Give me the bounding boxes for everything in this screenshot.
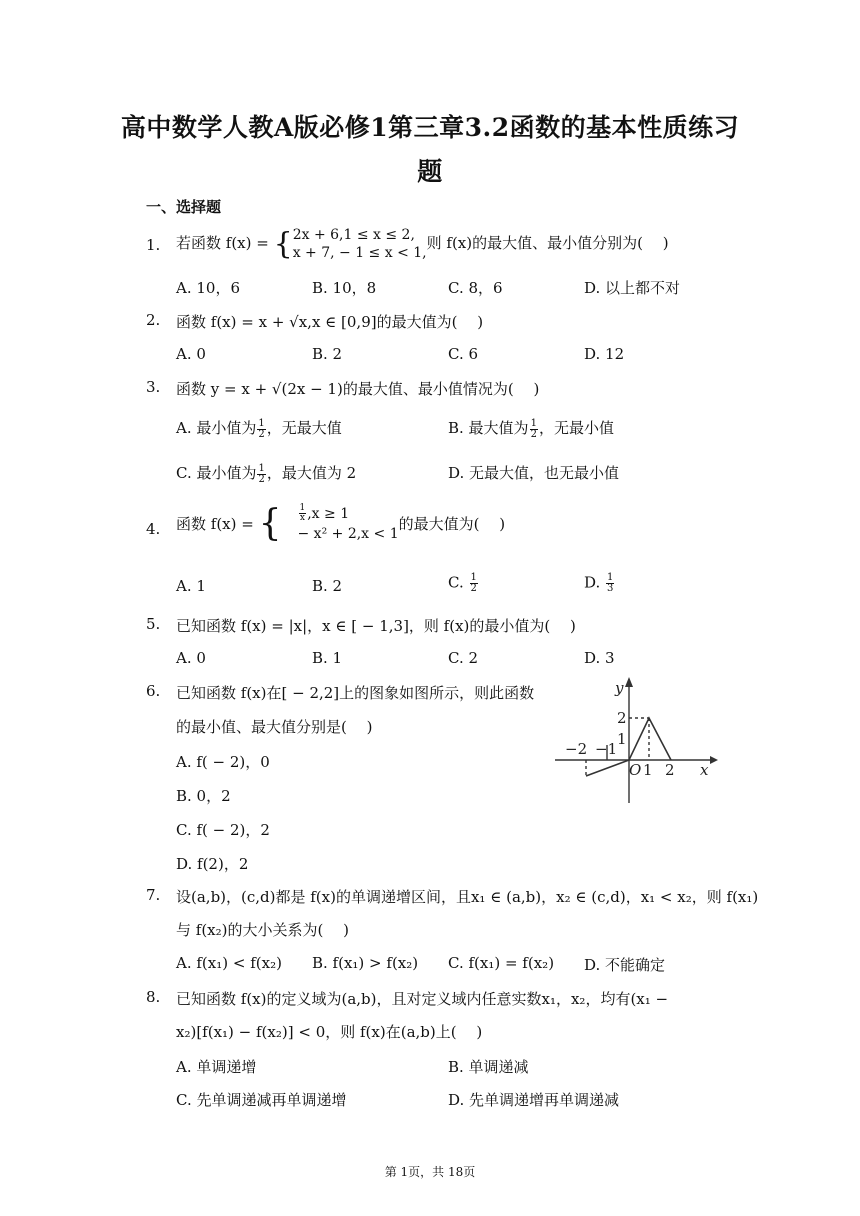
- option-d[interactable]: D. 以上都不对: [584, 279, 681, 297]
- question-text-line2: 的最小值、最大值分别是( ): [176, 718, 373, 736]
- option-a[interactable]: A. 0: [176, 345, 206, 363]
- option-a[interactable]: A. 单调递增: [176, 1058, 257, 1076]
- question-number: 6.: [146, 682, 161, 700]
- question-number: 2.: [146, 311, 161, 329]
- question-text-line2: 与 f(x₂)的大小关系为( ): [176, 921, 349, 939]
- option-c[interactable]: C. $\frac{1}{2}$: [448, 572, 477, 594]
- origin-label: O: [629, 761, 642, 779]
- question-text-line1: 已知函数 f(x)的定义域为(a,b)，且对定义域内任意实数x₁，x₂，均有(x₁ −: [176, 990, 669, 1008]
- option-d[interactable]: D. 无最大值，也无最小值: [448, 464, 620, 482]
- option-b[interactable]: B. 2: [312, 345, 343, 363]
- question-number: 8.: [146, 988, 161, 1006]
- tick-x-1: 1: [643, 761, 653, 779]
- option-d[interactable]: D. 3: [584, 649, 615, 667]
- option-d[interactable]: D. 先单调递增再单调递减: [448, 1091, 620, 1109]
- question-text-line1: 设(a,b)，(c,d)都是 f(x)的单调递增区间，且x₁ ∈ (a,b)，x₂ ∈ (c,d)，x₁ < x₂，则 f(x₁): [176, 888, 759, 906]
- tick-x-2: 2: [665, 761, 675, 779]
- question-number: 1.: [146, 236, 161, 254]
- page-title-line1: 高中数学人教A版必修1第三章3.2函数的基本性质练习: [120, 113, 740, 142]
- option-b[interactable]: B. 2: [312, 577, 343, 595]
- option-d[interactable]: D. $\frac{1}{3}$: [584, 572, 614, 594]
- tick-y-1: 1: [617, 730, 627, 748]
- tick-x-neg2: −2: [565, 740, 588, 758]
- piecewise: { 2x + 6,1 ≤ x ≤ 2, x + 7, − 1 ≤ x < 1,: [273, 226, 427, 262]
- option-c[interactable]: C. 8，6: [448, 279, 503, 297]
- option-b[interactable]: B. 1: [312, 649, 343, 667]
- option-b[interactable]: B. 10，8: [312, 279, 377, 297]
- question-text-line2: x₂)[f(x₁) − f(x₂)] < 0，则 f(x)在(a,b)上( ): [176, 1023, 483, 1041]
- question-number: 7.: [146, 886, 161, 904]
- option-c[interactable]: C. 2: [448, 649, 479, 667]
- question-number: 3.: [146, 378, 161, 396]
- option-b[interactable]: B. 0，2: [176, 787, 231, 805]
- option-d[interactable]: D. 不能确定: [584, 956, 666, 974]
- page-title-line2: 题: [417, 157, 443, 186]
- option-a[interactable]: A. 0: [176, 649, 206, 667]
- option-c[interactable]: C. 最小值为 $\frac{1}{2}$ ，最大值为 2: [176, 462, 357, 485]
- question-number: 5.: [146, 615, 161, 633]
- option-b[interactable]: B. 最大值为 $\frac{1}{2}$ ，无最小值: [448, 417, 614, 440]
- question-text-line1: 已知函数 f(x)在[ − 2,2]上的图象如图所示，则此函数: [176, 684, 535, 702]
- option-b[interactable]: B. f(x₁) > f(x₂): [312, 954, 419, 972]
- option-a[interactable]: A. 最小值为 $\frac{1}{2}$ ，无最大值: [176, 417, 342, 440]
- option-c[interactable]: C. f(x₁) = f(x₂): [448, 954, 555, 972]
- function-graph: [555, 675, 720, 805]
- piecewise: $\frac{1}{x}$ ,x ≥ 1 − x² + 2,x < 1: [297, 503, 399, 542]
- option-a[interactable]: A. 10，6: [176, 279, 240, 297]
- option-c[interactable]: C. 先单调递减再单调递增: [176, 1091, 347, 1109]
- question-text: 已知函数 f(x) = |x|，x ∈ [ − 1,3]，则 f(x)的最小值为( ): [176, 617, 576, 635]
- question-text: 函数 y = x + √(2x − 1)的最大值、最小值情况为( ): [176, 380, 540, 398]
- page-footer: 第 1页，共 18页: [384, 1165, 476, 1179]
- x-axis-label: x: [700, 761, 709, 779]
- y-axis-label: y: [615, 679, 624, 697]
- option-d[interactable]: D. f(2)，2: [176, 855, 249, 873]
- option-a[interactable]: A. f(x₁) < f(x₂): [176, 954, 282, 972]
- section-heading: 一、选择题: [146, 198, 222, 216]
- question-number: 4.: [146, 520, 161, 538]
- option-a[interactable]: A. 1: [176, 577, 206, 595]
- tick-y-2: 2: [617, 709, 627, 727]
- option-c[interactable]: C. 6: [448, 345, 479, 363]
- tick-x-neg1: −1: [595, 740, 618, 758]
- question-text: 函数 f(x) = { $\frac{1}{x}$ ,x ≥ 1 − x² + 2,x < 1 的最大值为( ): [176, 503, 506, 544]
- question-text: 若函数 f(x) = { 2x + 6,1 ≤ x ≤ 2, x + 7, − 1 ≤ x < 1, 则 f(x)的最大值、最小值分别为( ): [176, 226, 669, 262]
- option-b[interactable]: B. 单调递减: [448, 1058, 529, 1076]
- option-c[interactable]: C. f( − 2)，2: [176, 821, 270, 839]
- question-text: 函数 f(x) = x + √x,x ∈ [0,9]的最大值为( ): [176, 313, 484, 331]
- option-d[interactable]: D. 12: [584, 345, 625, 363]
- option-a[interactable]: A. f( − 2)，0: [176, 753, 270, 771]
